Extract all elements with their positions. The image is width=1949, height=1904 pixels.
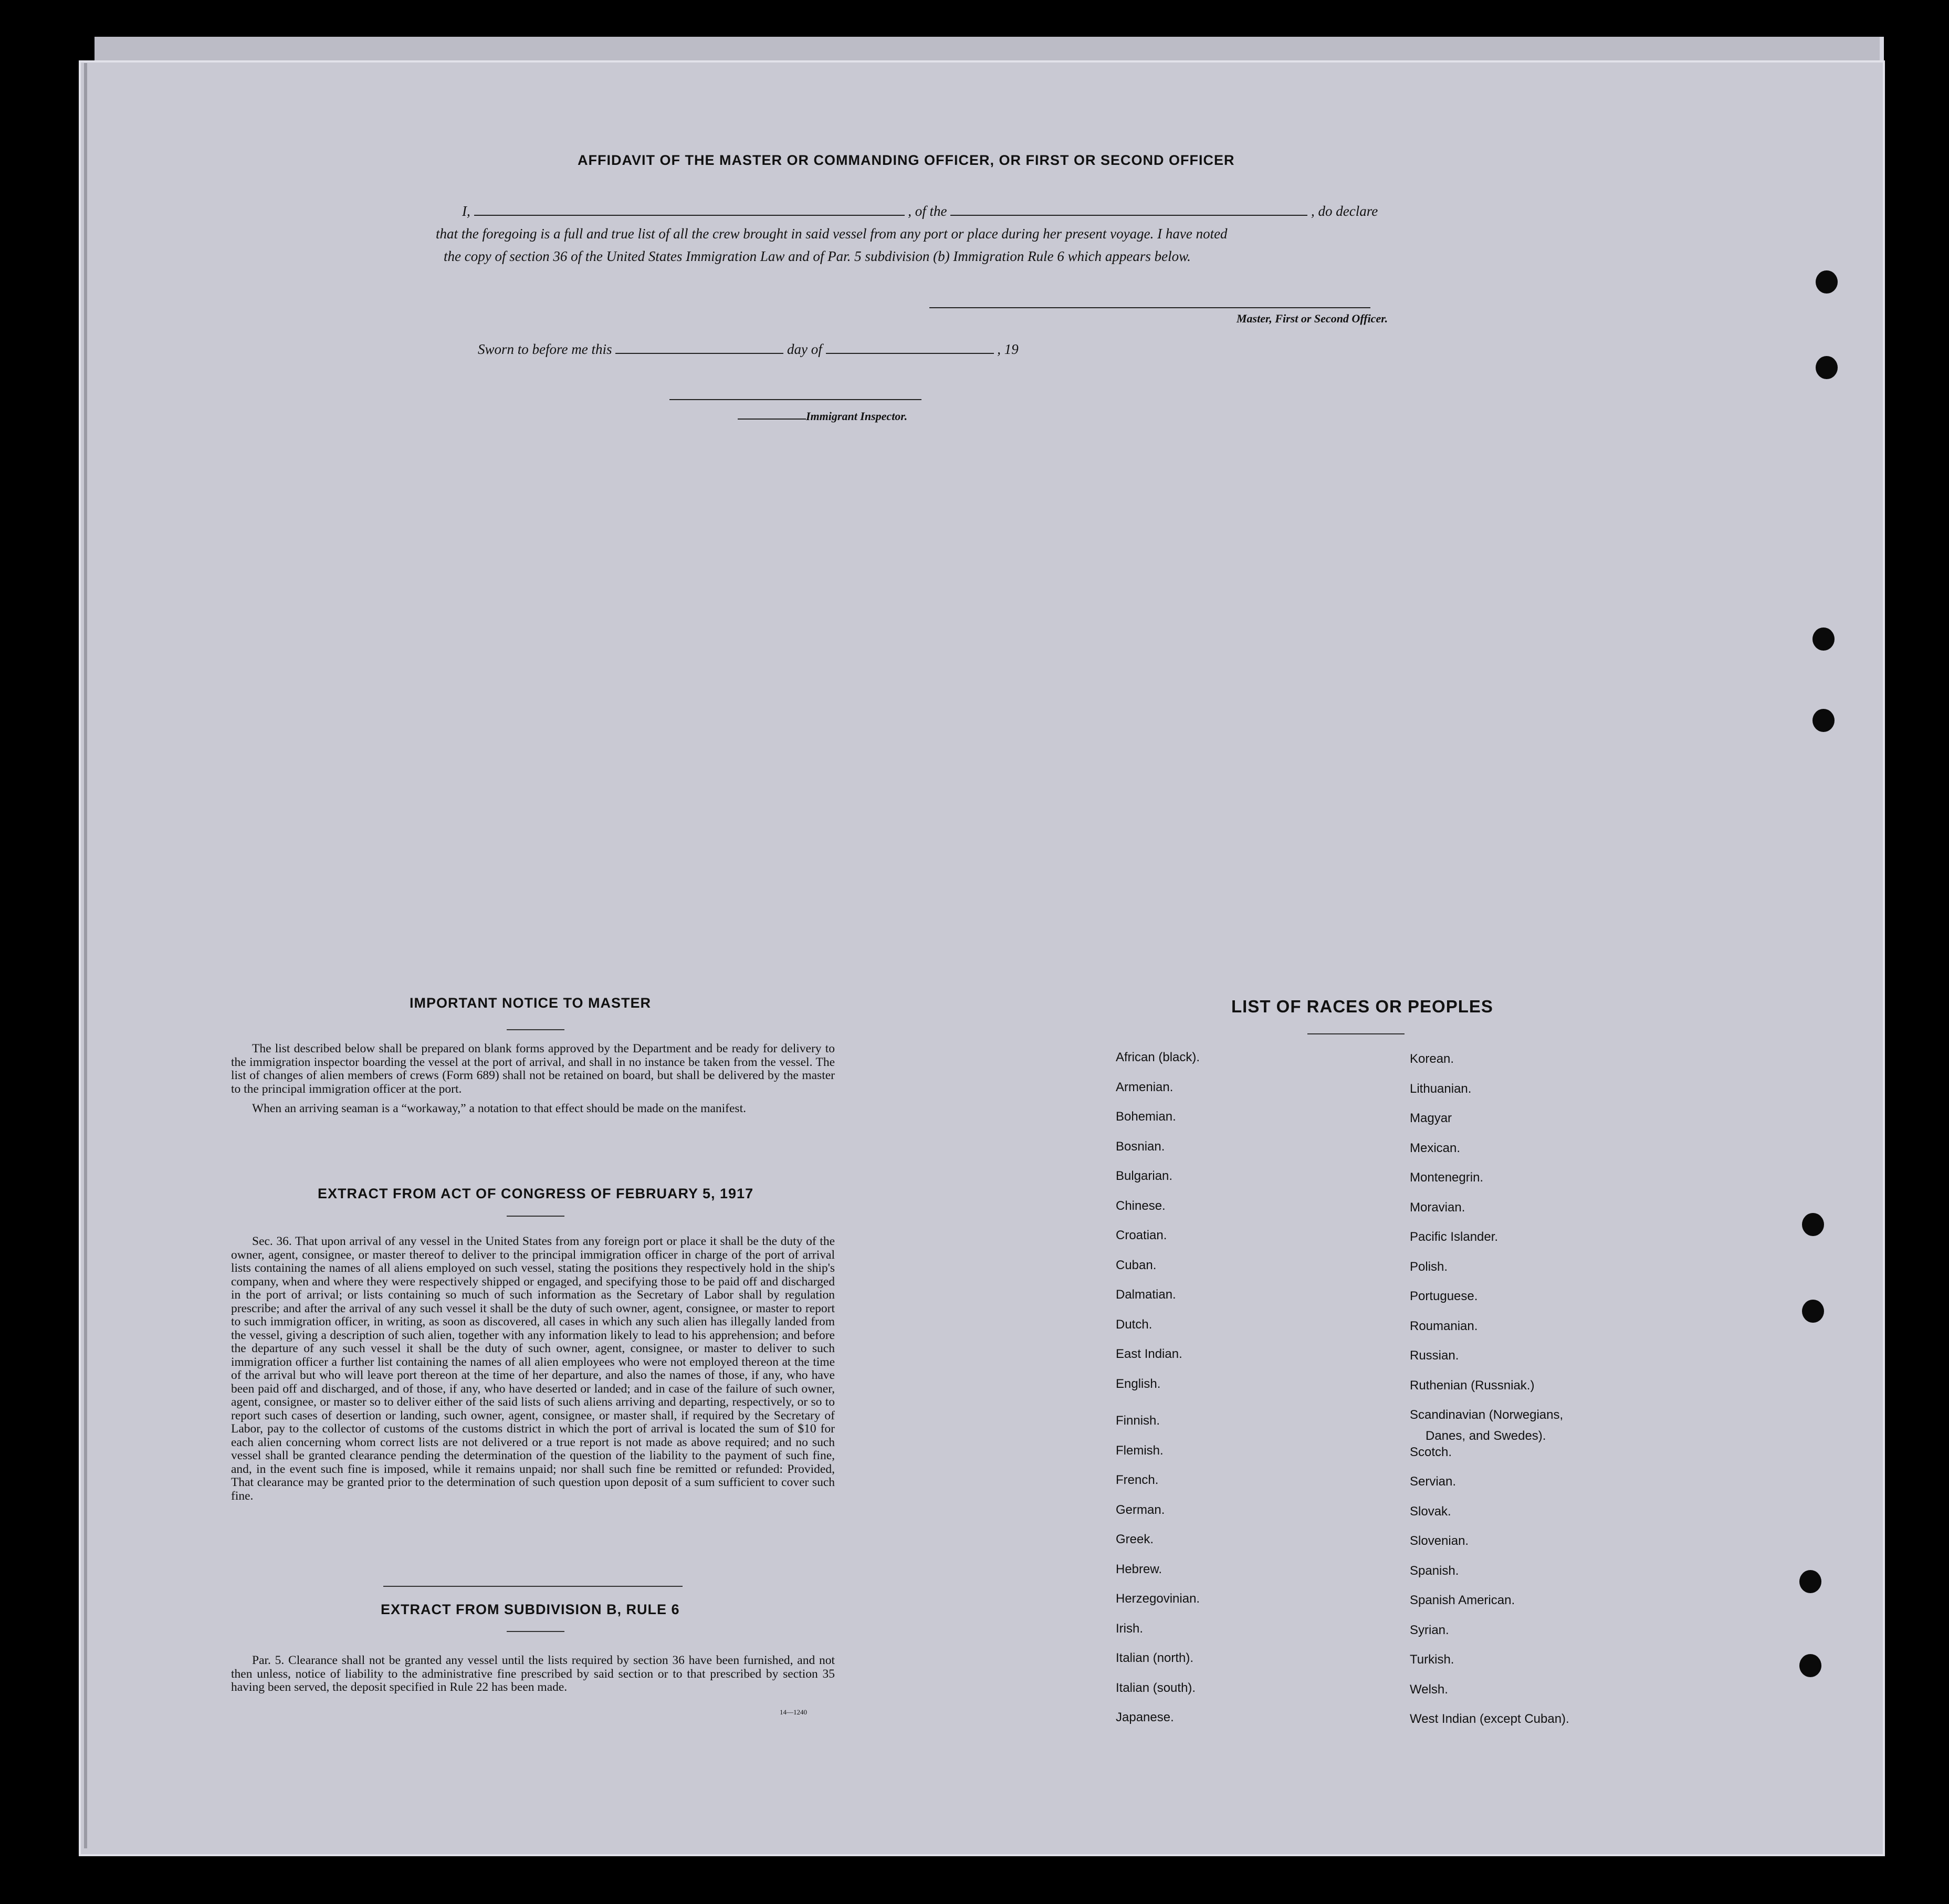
race-item: Polish. xyxy=(1410,1259,1448,1274)
race-item: Croatian. xyxy=(1116,1228,1167,1242)
race-item: Danes, and Swedes). xyxy=(1426,1429,1546,1443)
race-item: Cuban. xyxy=(1116,1258,1157,1272)
punch-hole xyxy=(1799,1654,1821,1677)
race-item: Pacific Islander. xyxy=(1410,1230,1499,1244)
affidavit-i: I, xyxy=(462,203,470,219)
race-item: French. xyxy=(1116,1473,1159,1487)
race-item: Scandinavian (Norwegians, xyxy=(1410,1408,1564,1422)
race-item: Moravian. xyxy=(1410,1200,1465,1215)
race-item: Lithuanian. xyxy=(1410,1081,1472,1096)
race-item: Magyar xyxy=(1410,1111,1452,1125)
affidavit-line-1 xyxy=(462,202,1378,219)
punch-hole xyxy=(1812,709,1835,732)
race-item: Italian (north). xyxy=(1116,1651,1194,1665)
inspector-lead-line xyxy=(738,419,806,420)
act-extract-text: Sec. 36. That upon arrival of any vessel in the United States from any foreign port or place it shall be the duty of the owner, agent, consignee, or master thereof to deliver to the principal immigration officer in charge of the port of arrival lists containing the names of all aliens employed on such vessel, stating the positions they respectively hold in the ship's company, when and where they were respectively shipped or engaged, and specifying those to be paid off and discharged in the port of arrival; or lists containing so much of such information as the Secretary of Labor shall by regulation prescribe; and after the arrival of any such vessel it shall be the duty of such owner, agent, consignee, or master to report to such immigration officer, in writing, as soon as discovered, all cases in which any such alien has illegally landed from the vessel, giving a description of such alien, together with any information likely to lead to his apprehension; and before the departure of any such vessel it shall be the duty of such owner, agent, consignee, or master to deliver to such immigration officer a further list containing the names of all alien employees who were not employed thereon at the time of the arrival but who will leave port thereon at the time of her departure, and also the names of those, if any, who have been paid off and discharged, and of those, if any, who have deserted or landed; and in case of the failure of such owner, agent, consignee, or master so to deliver either of the said lists of such aliens arriving and departing, respectively, or so to report such cases of desertion or landing, such owner, agent, consignee, or master shall, if required by the Secretary of Labor, pay to the collector of customs of the customs district in which the port of arrival is located the sum of $10 for each alien concerning whom correct lists are not delivered or a true report is not made as above required; and no such vessel shall be granted clearance pending the determination of the question of the liability to the payment of such fine, and, in the event such fine is imposed, while it remains unpaid; nor shall such fine be remitted or refunded: Provided, That clearance may be granted prior to the determination of such question upon deposit of a sum sufficient to cover such fine. xyxy=(231,1235,835,1503)
page-edge xyxy=(84,63,87,1848)
race-item: Montenegrin. xyxy=(1410,1170,1484,1185)
rule-extract-body xyxy=(231,1654,835,1694)
master-caption: Master, First or Second Officer. xyxy=(1237,312,1388,325)
affidavit-title: AFFIDAVIT OF THE MASTER OR COMMANDING OFFICER, OR FIRST OR SECOND OFFICER xyxy=(578,152,1235,168)
race-item: Syrian. xyxy=(1410,1623,1449,1637)
races-rule xyxy=(1307,1033,1405,1034)
race-item: Korean. xyxy=(1410,1052,1454,1066)
punch-hole xyxy=(1799,1570,1821,1593)
affidavit-line-2: that the foregoing is a full and true list of all the crew brought in said vessel from any port or place during her present voyage. I have noted xyxy=(436,226,1228,242)
race-item: Bulgarian. xyxy=(1116,1169,1173,1183)
act-extract-rule xyxy=(507,1216,564,1217)
race-item: Japanese. xyxy=(1116,1710,1174,1724)
name-blank[interactable] xyxy=(474,202,905,216)
sworn-day-blank[interactable] xyxy=(615,340,783,354)
sworn-day-of: day of xyxy=(787,341,822,357)
sworn-label: Sworn to before me this xyxy=(478,341,612,357)
punch-hole xyxy=(1816,356,1838,379)
race-item: Bosnian. xyxy=(1116,1139,1165,1154)
race-item: Finnish. xyxy=(1116,1414,1160,1428)
act-extract-title: EXTRACT FROM ACT OF CONGRESS OF FEBRUARY 5, 1917 xyxy=(318,1186,754,1201)
rule-extract-title: EXTRACT FROM SUBDIVISION B, RULE 6 xyxy=(381,1602,680,1617)
race-item: African (black). xyxy=(1116,1050,1200,1064)
race-item: East Indian. xyxy=(1116,1347,1182,1361)
affidavit-declare: , do declare xyxy=(1311,203,1378,219)
race-item: Ruthenian (Russniak.) xyxy=(1410,1378,1535,1393)
race-item: Turkish. xyxy=(1410,1652,1454,1667)
document-page xyxy=(79,60,1885,1856)
race-item: Welsh. xyxy=(1410,1682,1448,1697)
vessel-blank[interactable] xyxy=(950,202,1307,216)
master-signature-line[interactable] xyxy=(929,307,1370,308)
notice-paragraph-2: When an arriving seaman is a “workaway,” a notation to that effect should be made on the manifest. xyxy=(252,1102,746,1115)
rule-extract-text: Par. 5. Clearance shall not be granted any vessel until the lists required by section 36 have been furnished, and not then unless, notice of liability to the administrative fine prescribed by said section or to that prescribed by section 35 having been served, the deposit specified in Rule 22 has been made. xyxy=(231,1654,835,1694)
rule-extract-rule xyxy=(507,1631,564,1632)
race-item: English. xyxy=(1116,1376,1161,1391)
race-item: Scotch. xyxy=(1410,1445,1452,1459)
notice-body xyxy=(231,1042,835,1116)
race-item: Dalmatian. xyxy=(1116,1288,1176,1302)
race-item: Bohemian. xyxy=(1116,1110,1176,1124)
affidavit-line-3: the copy of section 36 of the United States Immigration Law and of Par. 5 subdivision (b) Immigration Rule 6 which appears below. xyxy=(444,248,1191,264)
race-item: Armenian. xyxy=(1116,1080,1173,1094)
race-item: Roumanian. xyxy=(1410,1319,1478,1333)
notice-rule xyxy=(507,1029,564,1030)
race-item: Flemish. xyxy=(1116,1443,1164,1458)
race-item: Chinese. xyxy=(1116,1198,1166,1213)
punch-hole xyxy=(1812,627,1835,651)
race-item: Russian. xyxy=(1410,1348,1459,1363)
race-item: Portuguese. xyxy=(1410,1289,1478,1303)
race-item: Spanish American. xyxy=(1410,1593,1515,1607)
races-title: LIST OF RACES OR PEOPLES xyxy=(1231,997,1493,1016)
sworn-year: , 19 xyxy=(997,341,1019,357)
punch-hole xyxy=(1816,270,1838,294)
race-item: Slovak. xyxy=(1410,1504,1451,1519)
race-item: Herzegovinian. xyxy=(1116,1592,1200,1606)
race-item: West Indian (except Cuban). xyxy=(1410,1712,1569,1726)
sworn-line xyxy=(478,340,1019,358)
race-item: Irish. xyxy=(1116,1621,1144,1636)
race-item: German. xyxy=(1116,1502,1165,1517)
act-extract-body xyxy=(231,1235,835,1503)
punch-hole xyxy=(1802,1213,1824,1236)
notice-title: IMPORTANT NOTICE TO MASTER xyxy=(410,995,651,1011)
race-item: Dutch. xyxy=(1116,1317,1152,1332)
section-divider xyxy=(383,1586,683,1587)
race-item: Mexican. xyxy=(1410,1141,1461,1155)
race-item: Servian. xyxy=(1410,1474,1456,1489)
inspector-signature-line[interactable] xyxy=(669,399,921,400)
sworn-month-blank[interactable] xyxy=(826,340,994,354)
race-item: Hebrew. xyxy=(1116,1562,1162,1576)
race-item: Italian (south). xyxy=(1116,1680,1196,1695)
form-number: 14—1240 xyxy=(780,1708,807,1716)
race-item: Greek. xyxy=(1116,1532,1154,1546)
race-item: Spanish. xyxy=(1410,1563,1459,1578)
punch-hole xyxy=(1802,1300,1824,1323)
inspector-caption: Immigrant Inspector. xyxy=(806,410,908,423)
notice-paragraph-1: The list described below shall be prepared on blank forms approved by the Department and be ready for delivery to the immigration inspector boarding the vessel at the port of arrival, and shall in no instance be taken from the vessel. The list of changes of alien members of crews (Form 689) shall not be retained on board, but shall be delivered by the master to the principal immigration officer at the port. xyxy=(231,1042,835,1096)
race-item: Slovenian. xyxy=(1410,1534,1469,1548)
affidavit-of-the: , of the xyxy=(908,203,947,219)
